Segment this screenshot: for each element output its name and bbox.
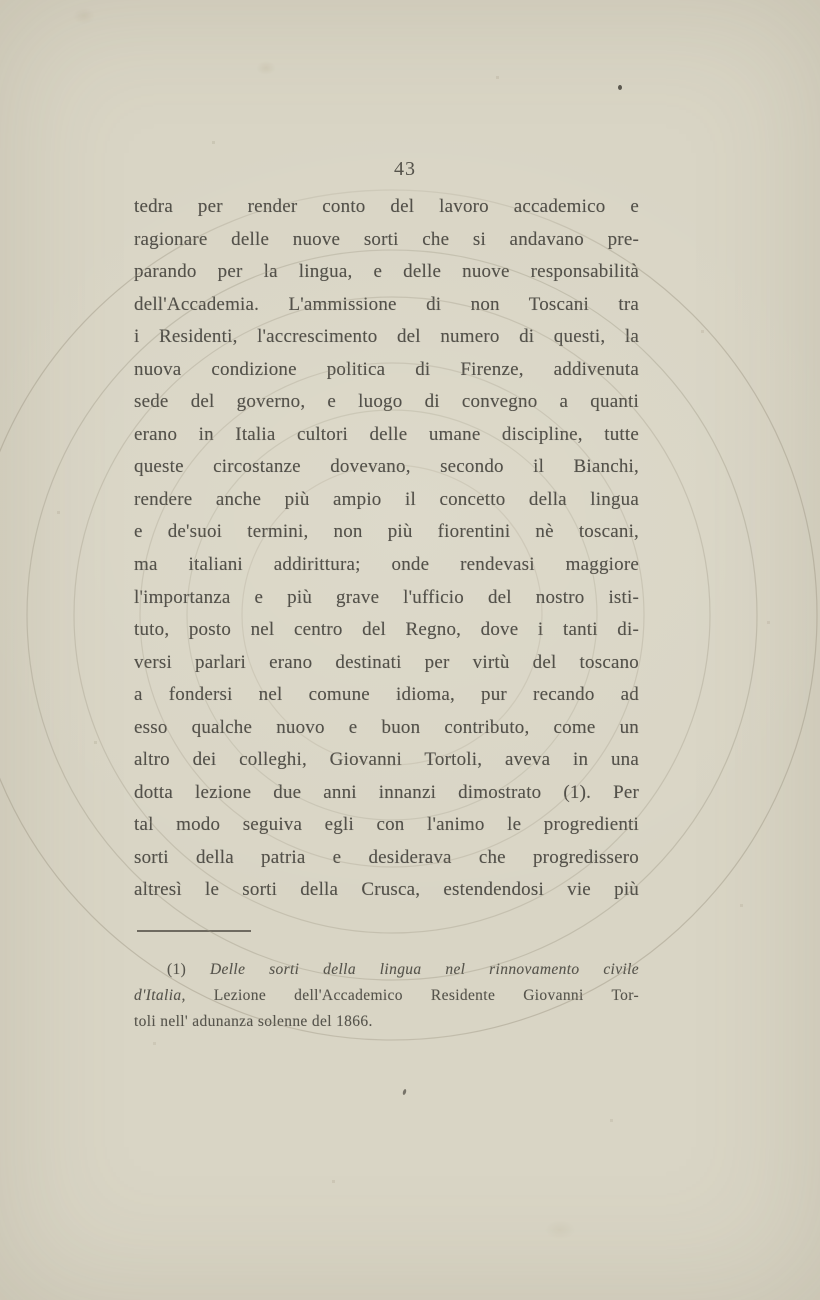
text-line: queste circostanze dovevano, secondo il Bianchi,: [134, 456, 639, 478]
text-line: e de'suoi termini, non più fiorentini nè toscani,: [134, 521, 639, 543]
text-line: l'importanza e più grave l'ufficio del nostro isti-: [134, 586, 639, 608]
text-line: altresì le sorti della Crusca, estendendosi vie più: [134, 879, 639, 901]
paper-speck: [618, 85, 622, 90]
paper-speck: [402, 1089, 407, 1096]
footnote-text: Lezione dell'Accademico Residente Giovanni Tor-: [213, 987, 639, 1004]
text-line: esso qualche nuovo e buon contributo, come un: [134, 716, 639, 738]
footnote-line: toli nell' adunanza solenne del 1866.: [134, 1013, 373, 1030]
text-line: ragionare delle nuove sorti che si andavano pre-: [134, 228, 639, 250]
text-line: tedra per render conto del lavoro accademico e: [134, 196, 639, 217]
text-line: tal modo seguiva egli con l'animo le progredienti: [134, 814, 639, 836]
text-line: erano in Italia cultori delle umane discipline, tutte: [134, 423, 639, 445]
text-line: ma italiani addirittura; onde rendevasi maggiore: [134, 554, 639, 576]
footnote-title-continued: d'Italia,: [134, 987, 186, 1004]
text-line: dell'Accademia. L'ammissione di non Toscani tra: [134, 293, 639, 315]
text-line: sorti della patria e desiderava che progredissero: [134, 846, 639, 868]
text-line: a fondersi nel comune idioma, pur recando ad: [134, 684, 639, 706]
text-line: altro dei colleghi, Giovanni Tortoli, aveva in una: [134, 749, 639, 771]
text-line: rendere anche più ampio il concetto della lingua: [134, 488, 639, 510]
text-line: sede del governo, e luogo di convegno a quanti: [134, 391, 639, 413]
text-line: nuova condizione politica di Firenze, addivenuta: [134, 358, 639, 380]
text-line: tuto, posto nel centro del Regno, dove i tanti di-: [134, 619, 639, 641]
main-text-block: [134, 191, 639, 907]
text-line: i Residenti, l'accrescimento del numero di questi, la: [134, 326, 639, 348]
footnote: [134, 957, 639, 1035]
text-line: dotta lezione due anni innanzi dimostrato (1). Per: [134, 781, 639, 803]
footnote-marker: (1): [167, 961, 187, 978]
footnote-line: [134, 983, 639, 1009]
text-line: versi parlari erano destinati per virtù del toscano: [134, 651, 639, 673]
footnote-title: Delle sorti della lingua nel rinnovamento civile: [209, 961, 639, 978]
paper-grain-dots: [0, 0, 1, 1]
page-number: 43: [394, 158, 416, 180]
footnote-line: [134, 957, 639, 983]
text-line: parando per la lingua, e delle nuove responsabilità: [134, 261, 639, 283]
footnote-rule: [137, 930, 251, 932]
